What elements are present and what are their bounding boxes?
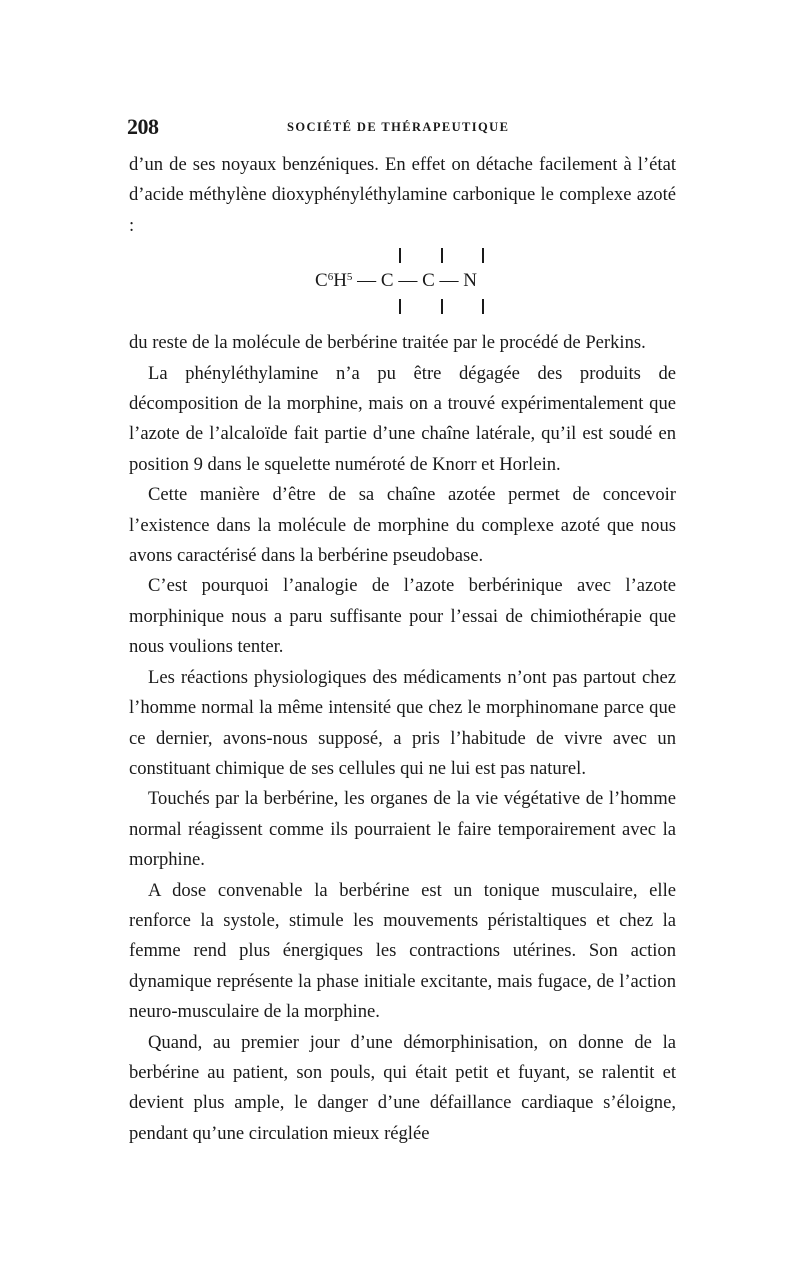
bond-bottom-c2	[441, 299, 443, 314]
bond-bottom-n	[482, 299, 484, 314]
formula-hydrogen: H	[333, 270, 347, 292]
formula-line	[315, 262, 477, 296]
paragraph-4: Cette manière d’être de sa chaîne azotée permet de concevoir l’existence dans la molécule de morphine du complexe azoté que nous avons caractérisé dans la berbérine pseudobase.	[129, 484, 676, 567]
structural-formula	[129, 241, 676, 328]
paragraph-9: Quand, au premier jour d’une démorphinisation, on donne de la berbérine au patient, son pouls, qui était petit et fuyant, se ralentit et devient plus ample, le danger d’une défaillance cardiaque s’éloigne, pendant qu’une circulation mieux réglée	[129, 1031, 676, 1144]
body-text	[129, 150, 676, 1149]
bond-top-c1	[399, 248, 401, 263]
formula-carbon: C	[315, 270, 328, 292]
paragraph-2: du reste de la molécule de berbérine traitée par le procédé de Perkins.	[129, 332, 646, 354]
bond-top-c2	[441, 248, 443, 263]
paragraph-8: A dose convenable la berbérine est un tonique musculaire, elle renforce la systole, stimule les mouvements péristaltiques et chez la femme rend plus énergiques les contractions utérines. Son action dynamique représente la phase initiale excitante, mais fugace, de l’action neuro-musculaire de la morphine.	[129, 879, 676, 1023]
paragraph-1: d’un de ses noyaux benzéniques. En effet on détache facilement à l’état d’acide méthylène dioxyphényléthylamine carbonique le complexe azoté :	[129, 154, 676, 236]
bond-bottom-c1	[399, 299, 401, 314]
formula-subscript-2: 5	[346, 271, 353, 284]
running-title: SOCIÉTÉ DE THÉRAPEUTIQUE	[287, 120, 510, 134]
bond-top-n	[482, 248, 484, 263]
paragraph-6: Les réactions physiologiques des médicaments n’ont pas partout chez l’homme normal la même intensité que chez le morphinomane parce que ce dernier, avons-nous supposé, a pris l’habitude de vivre avec un constituant chimique de ses cellules qui ne lui est pas naturel.	[129, 666, 676, 779]
formula-chain: — C — C — N	[352, 270, 477, 292]
paragraph-7: Touchés par la berbérine, les organes de la vie végétative de l’homme normal réagissent comme ils pourraient le faire temporairement avec la morphine.	[129, 788, 676, 871]
page-header	[127, 112, 676, 142]
paragraph-5: C’est pourquoi l’analogie de l’azote berbérinique avec l’azote morphinique nous a paru suffisante pour l’essai de chimiothérapie que nous voulions tenter.	[129, 575, 676, 658]
page-number: 208	[127, 114, 159, 139]
paragraph-3: La phényléthylamine n’a pu être dégagée des produits de décomposition de la morphine, mais on a trouvé expérimentalement que l’azote de l’alcaloïde fait partie d’une chaîne latérale, qu’il est soudé en position 9 dans le squelette numéroté de Knorr et Horlein.	[129, 362, 676, 475]
formula-subscript-1: 6	[327, 271, 334, 284]
